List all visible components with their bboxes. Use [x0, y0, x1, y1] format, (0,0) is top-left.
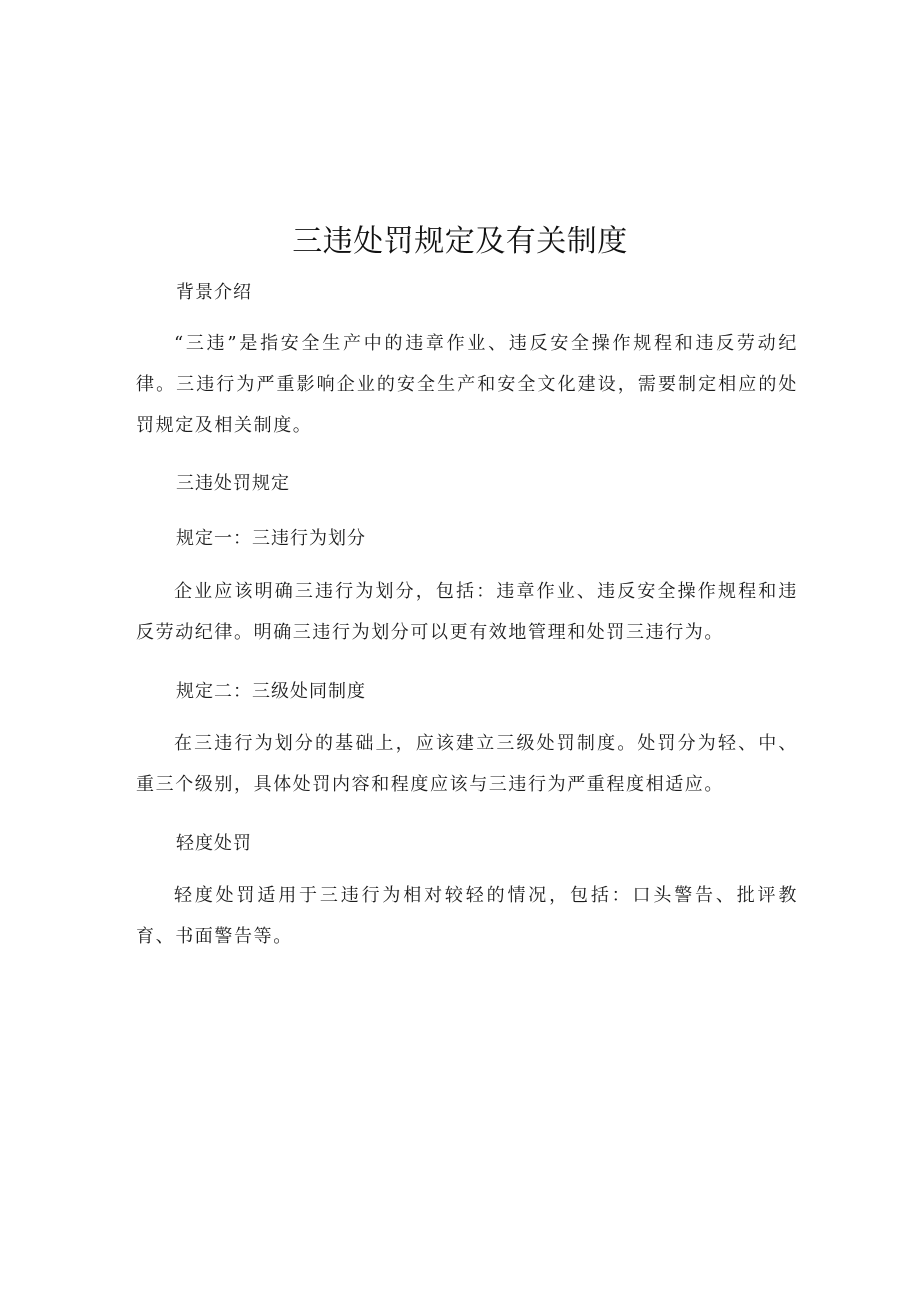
document-title: 三违处罚规定及有关制度	[292, 224, 628, 259]
paragraph-background: “三违”是指安全生产中的违章作业、违反安全操作规程和违反劳动纪律。三违行为严重影响企业的安全生产和安全文化建设，需要制定相应的处罚规定及相关制度。	[136, 333, 798, 436]
paragraph-light-penalty: 轻度处罚适用于三违行为相对较轻的情况，包括：口头警告、批评教育、书面警告等。	[136, 885, 798, 947]
section-heading-rule-two: 规定二：三级处同制度	[176, 681, 366, 702]
section-heading-rule-one: 规定一：三违行为划分	[176, 528, 366, 549]
section-heading-light-penalty: 轻度处罚	[176, 833, 252, 854]
section-heading-penalty-rules: 三违处罚规定	[176, 473, 290, 494]
paragraph-rule-two: 在三违行为划分的基础上，应该建立三级处罚制度。处罚分为轻、中、重三个级别，具体处罚内容和程度应该与三违行为严重程度相适应。	[136, 733, 798, 795]
paragraph-rule-one: 企业应该明确三违行为划分，包括：违章作业、违反安全操作规程和违反劳动纪律。明确三违行为划分可以更有效地管理和处罚三违行为。	[136, 581, 798, 643]
section-heading-background: 背景介绍	[176, 282, 252, 303]
